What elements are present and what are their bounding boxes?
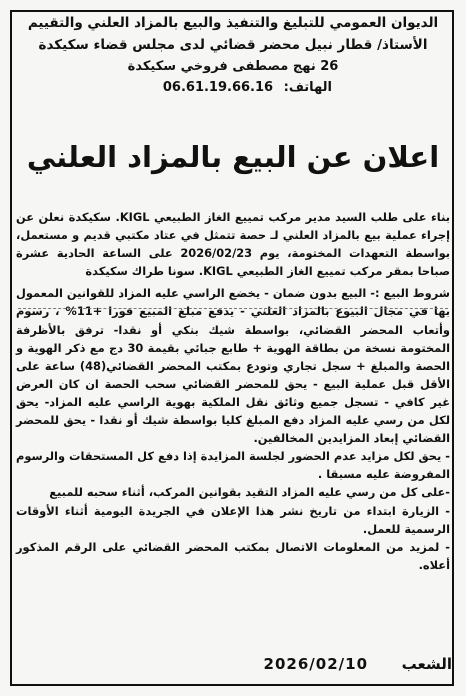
sale-conditions: شروط البيع :- البيع بدون ضمان - يخضع الراسي عليه المزاد للقوانين المعمول بها في مجال البيوع بالمزاد العلني - يدفع مبلغ المبيع فورا +11% ، رسوم وأتعاب المحضر القضائي، بواسطة شيك بنكي أو نقدا- ترفق بالأظرفة المختومة نسخة من بطاقة الهوية + طابع جبائي بقيمة 30 دج مع ذكر الهوية و الحصة والمبلغ + سجل تجاري وتودع بمكتب المحضر القضائي(48) ساعة على الأقل قبل عملية البيع - يحق للمحضر القضائي سحب الحصة ان كان العرض غير كافي - تسجل جميع وثائق نقل الملكية بهوية الراسي عليه المزاد- يحق لكل من رسي عليه المزاد دفع المبلغ كليا بواسطة شيك أو نقدا - يحق للمحضر القضائي إبعاد المزايدين المخالفين. [16,286,451,446]
announcement-body [16,208,450,574]
phone-row [14,78,452,98]
condition-site-rules: -على كل من رسي عليه المزاد التقيد بقوانين المركب، أثناء سحبه للمبيع [49,485,450,500]
announcement-header [14,12,452,98]
announcement-title: اعلان عن البيع بالمزاد العلني [26,140,440,174]
phone-number: 06.61.19.66.16 [162,80,274,95]
intro-paragraph: بناء على طلب السيد مدير مركب تمييع الغاز الطبيعي KIGL. سكيكدة نعلن عن إجراء عملية بيع بالمزاد العلني لـ حصة تتمثل في عتاد مكتبي قديم و مستعمل، بواسطة التعهدات المختومة، يوم 2026/02/23 على الساعة الحادية عشرة صباحا بمقر مركب تمييع الغاز الطبيعي KIGL. سونا طراك سكيكدة [16,210,451,279]
bailiff-name: الأستاذ/ قطار نبيل محضر قضائي لدى مجلس قضاء سكيكدة [38,37,428,53]
condition-contact: - لمزيد من المعلومات الاتصال بمكتب المحضر القضائي على الرقم المذكور أعلاه. [16,539,450,572]
publication-date: 2026/02/10 [263,655,368,673]
section-divider [18,308,448,309]
condition-absence: - يحق لكل مزايد عدم الحضور لجلسة المزايدة إذا دفع كل المستحقات والرسوم المفروضة عليه مسبقا . [16,449,450,482]
phone-label: الهاتف: [283,80,332,95]
office-address: 26 نهج مصطفى فروخي سكيكدة [127,59,339,74]
condition-visit: - الزيارة ابتداء من تاريخ نشر هذا الإعلان في الجريدة اليومية أثناء الأوقات الرسمية للعمل. [16,503,450,536]
newspaper-name: الشعب [401,655,452,673]
office-name: الديوان العمومي للتبليغ والتنفيذ والبيع بالمزاد العلني والتقييم [27,15,439,31]
